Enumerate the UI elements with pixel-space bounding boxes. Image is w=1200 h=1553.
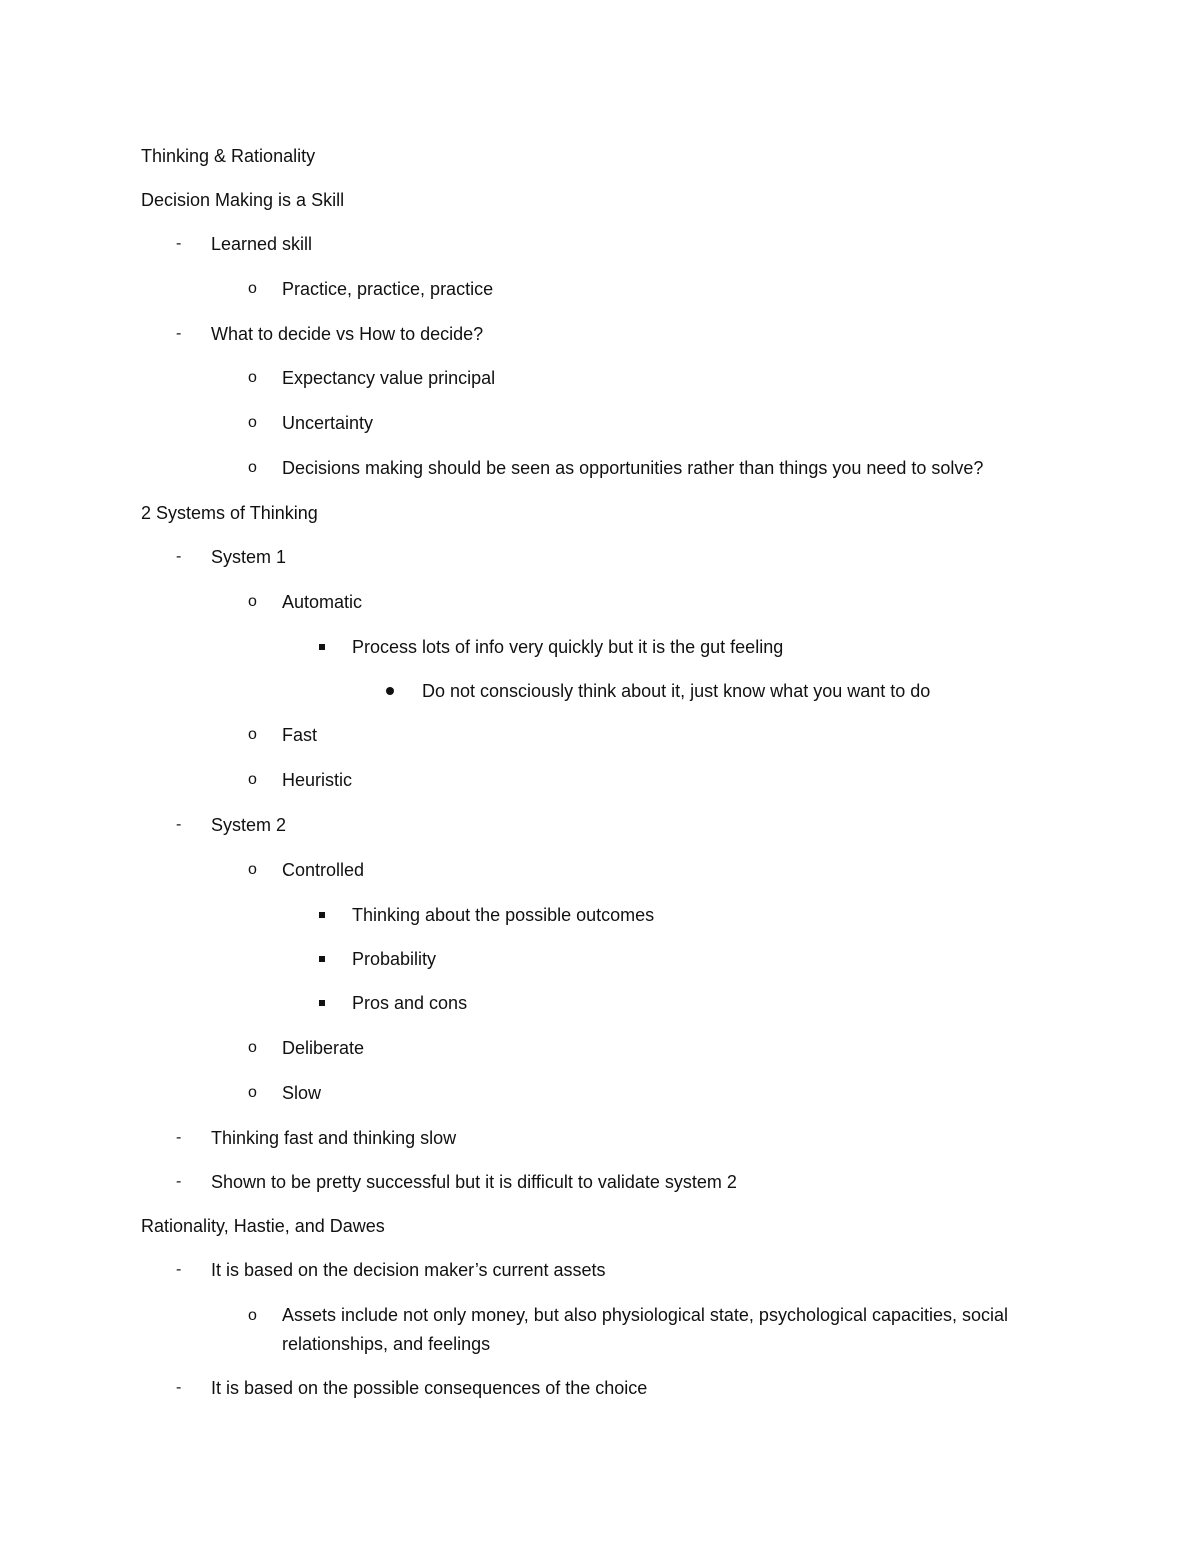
list-item: Controlled — [282, 860, 365, 880]
circle-bullet: o — [248, 593, 257, 610]
list-item: Heuristic — [282, 770, 353, 790]
list-item: Deliberate — [282, 1038, 365, 1058]
round-bullet — [386, 687, 394, 695]
circle-bullet: o — [248, 771, 257, 788]
list-item: Learned skill — [211, 234, 313, 254]
circle-bullet: o — [248, 1307, 257, 1324]
list-item: Pros and cons — [352, 993, 468, 1013]
circle-bullet: o — [248, 459, 257, 476]
dash-bullet: - — [176, 1261, 182, 1278]
list-item: System 2 — [211, 815, 287, 835]
section-heading-rationality: Rationality, Hastie, and Dawes — [141, 1216, 385, 1236]
dash-bullet: - — [176, 816, 182, 833]
list-item: Assets include not only money, but also physiological state, psychological capacities, social relationships, and feelings — [282, 1305, 1009, 1354]
square-bullet — [319, 912, 325, 918]
list-item: Practice, practice, practice — [282, 279, 494, 299]
section-heading-systems: 2 Systems of Thinking — [141, 503, 318, 523]
list-item: Uncertainty — [282, 413, 374, 433]
circle-bullet: o — [248, 414, 257, 431]
list-item: Fast — [282, 725, 318, 745]
list-item: Expectancy value principal — [282, 368, 496, 388]
list-item: Do not consciously think about it, just know what you want to do — [422, 681, 931, 701]
list-item: System 1 — [211, 547, 287, 567]
circle-bullet: o — [248, 726, 257, 743]
square-bullet — [319, 956, 325, 962]
circle-bullet: o — [248, 369, 257, 386]
circle-bullet: o — [248, 861, 257, 878]
section-heading-decision-making: Decision Making is a Skill — [141, 190, 345, 210]
dash-bullet: - — [176, 325, 182, 342]
circle-bullet: o — [248, 280, 257, 297]
square-bullet — [319, 1000, 325, 1006]
dash-bullet: - — [176, 1129, 182, 1146]
circle-bullet: o — [248, 1039, 257, 1056]
list-item: Process lots of info very quickly but it is the gut feeling — [352, 637, 784, 657]
list-item: Thinking about the possible outcomes — [352, 905, 655, 925]
list-item: What to decide vs How to decide? — [211, 324, 484, 344]
list-item: Probability — [352, 949, 437, 969]
dash-bullet: - — [176, 548, 182, 565]
list-item: Thinking fast and thinking slow — [211, 1128, 457, 1148]
list-item: It is based on the decision maker’s current assets — [211, 1260, 606, 1280]
list-item: It is based on the possible consequences of the choice — [211, 1378, 648, 1398]
dash-bullet: - — [176, 1173, 182, 1190]
list-item: Decisions making should be seen as opportunities rather than things you need to solve? — [282, 458, 984, 478]
square-bullet — [319, 644, 325, 650]
document-title: Thinking & Rationality — [141, 146, 316, 166]
dash-bullet: - — [176, 235, 182, 252]
circle-bullet: o — [248, 1084, 257, 1101]
list-item: Slow — [282, 1083, 322, 1103]
dash-bullet: - — [176, 1379, 182, 1396]
list-item: Shown to be pretty successful but it is difficult to validate system 2 — [211, 1172, 737, 1192]
list-item: Automatic — [282, 592, 363, 612]
